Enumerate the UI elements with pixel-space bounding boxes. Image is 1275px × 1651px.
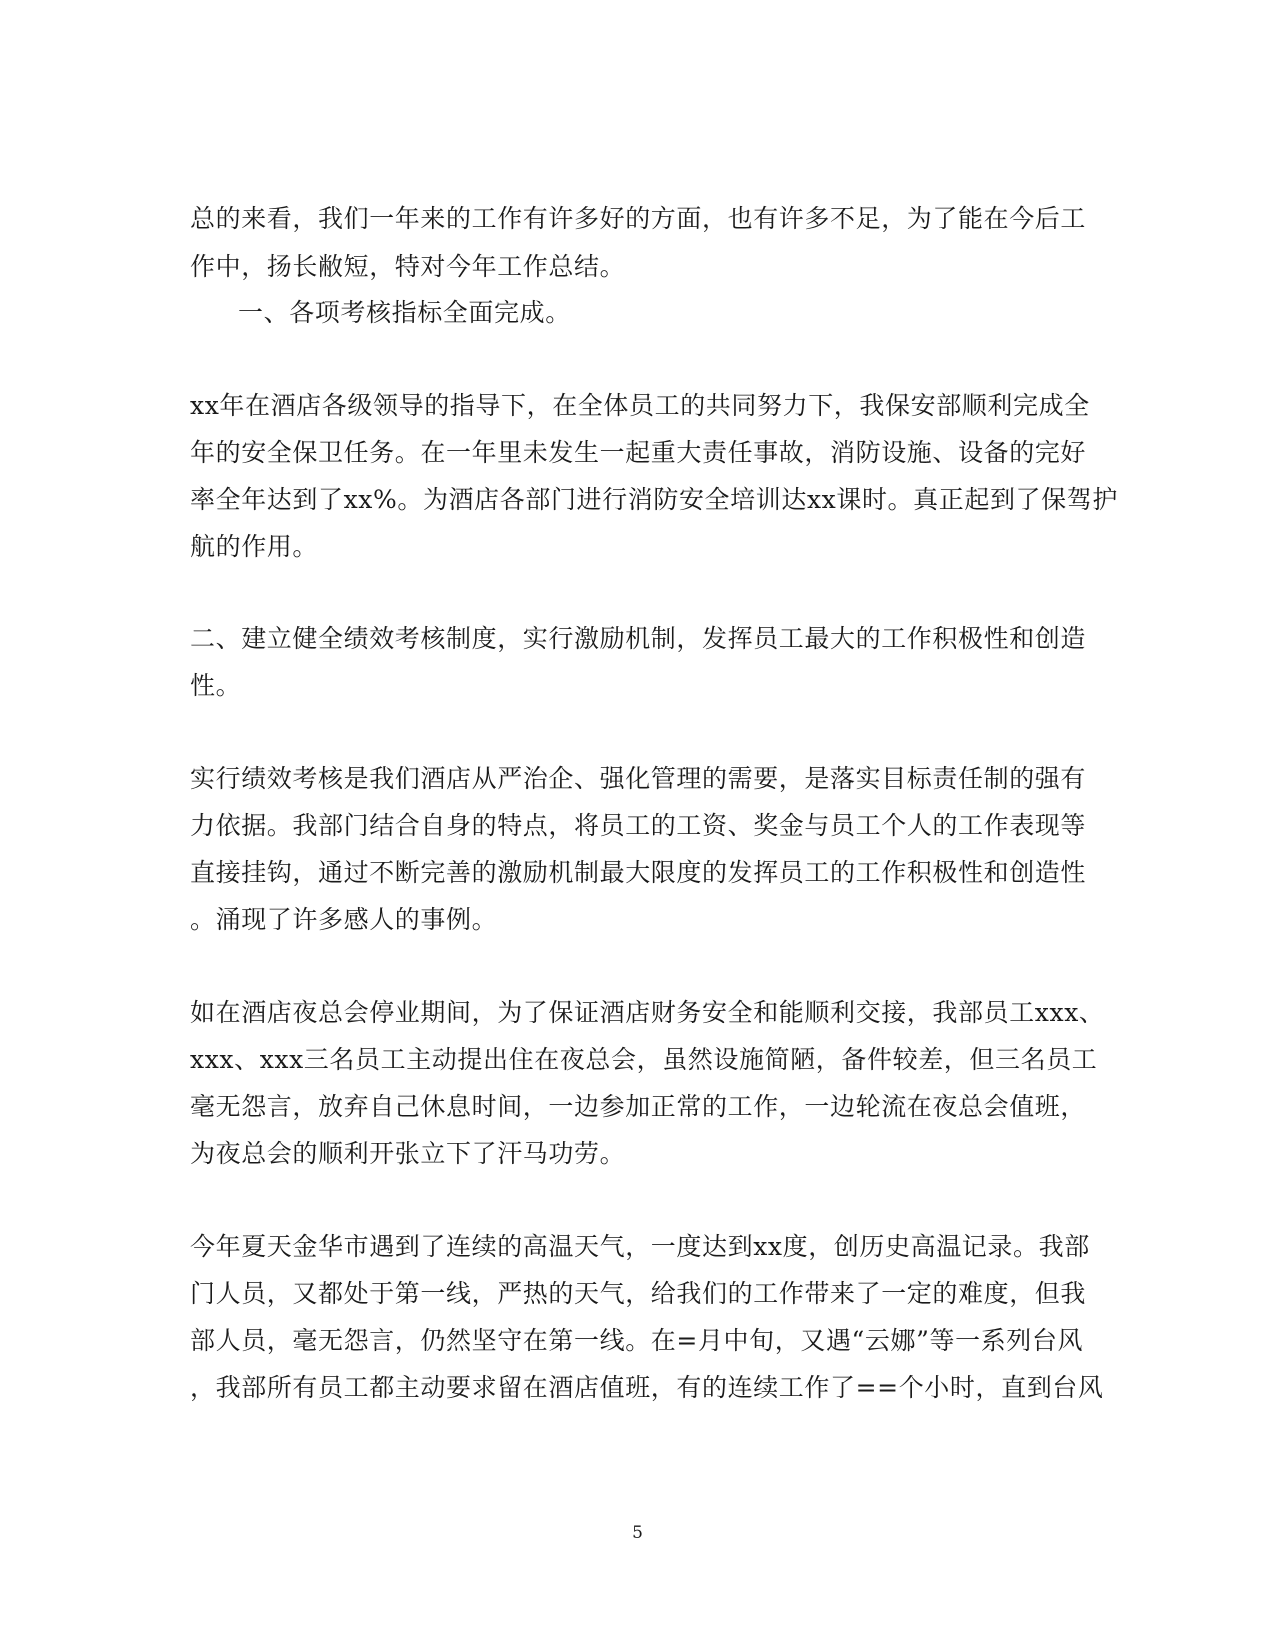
paragraph-6-line-4: 为夜总会的顺利开张立下了汗马功劳。 — [190, 1139, 626, 1168]
paragraph-7-line-2: 门人员，又都处于第一线，严热的天气，给我们的工作带来了一定的难度，但我 — [190, 1279, 1087, 1308]
paragraph-6-line-1: 如在酒店夜总会停业期间，为了保证酒店财务安全和能顺利交接，我部员工xxx、 — [190, 998, 1105, 1027]
paragraph-7-line-1: 今年夏天金华市遇到了连续的高温天气，一度达到xx度，创历史高温记录。我部 — [190, 1232, 1090, 1261]
paragraph-7-line-3: 部人员，毫无怨言，仍然坚守在第一线。在=月中旬，又遇“云娜”等一系列台风 — [190, 1326, 1084, 1355]
paragraph-3-line-2: 年的安全保卫任务。在一年里未发生一起重大责任事故，消防设施、设备的完好 — [190, 438, 1087, 467]
section-heading-2-line-1: 二、建立健全绩效考核制度，实行激励机制，发挥员工最大的工作积极性和创造 — [190, 624, 1087, 653]
paragraph-5-line-3: 直接挂钩，通过不断完善的激励机制最大限度的发挥员工的工作积极性和创造性 — [190, 858, 1087, 887]
paragraph-3-line-4: 航的作用。 — [190, 532, 319, 561]
paragraph-5-line-1: 实行绩效考核是我们酒店从严治企、强化管理的需要，是落实目标责任制的强有 — [190, 764, 1087, 793]
section-heading-1: 一、各项考核指标全面完成。 — [238, 298, 571, 327]
paragraph-1-line-1: 总的来看，我们一年来的工作有许多好的方面，也有许多不足，为了能在今后工 — [190, 204, 1087, 233]
paragraph-6-line-3: 毫无怨言，放弃自己休息时间，一边参加正常的工作，一边轮流在夜总会值班， — [190, 1092, 1087, 1121]
paragraph-6-line-2: xxx、xxx三名员工主动提出住在夜总会，虽然设施简陋，备件较差，但三名员工 — [190, 1045, 1098, 1074]
paragraph-5-line-4: 。涌现了许多感人的事例。 — [190, 905, 498, 934]
paragraph-1-line-2: 作中，扬长敝短，特对今年工作总结。 — [190, 252, 626, 281]
paragraph-5-line-2: 力依据。我部门结合自身的特点，将员工的工资、奖金与员工个人的工作表现等 — [190, 811, 1087, 840]
paragraph-3-line-1: xx年在酒店各级领导的指导下，在全体员工的共同努力下，我保安部顺利完成全 — [190, 391, 1090, 420]
paragraph-3-line-3: 率全年达到了xx%。为酒店各部门进行消防安全培训达xx课时。真正起到了保驾护 — [190, 485, 1118, 514]
section-heading-2-line-2: 性。 — [190, 671, 242, 700]
page-number: 5 — [632, 1523, 643, 1543]
paragraph-7-line-4: ，我部所有员工都主动要求留在酒店值班，有的连续工作了==个小时，直到台风 — [190, 1373, 1104, 1402]
